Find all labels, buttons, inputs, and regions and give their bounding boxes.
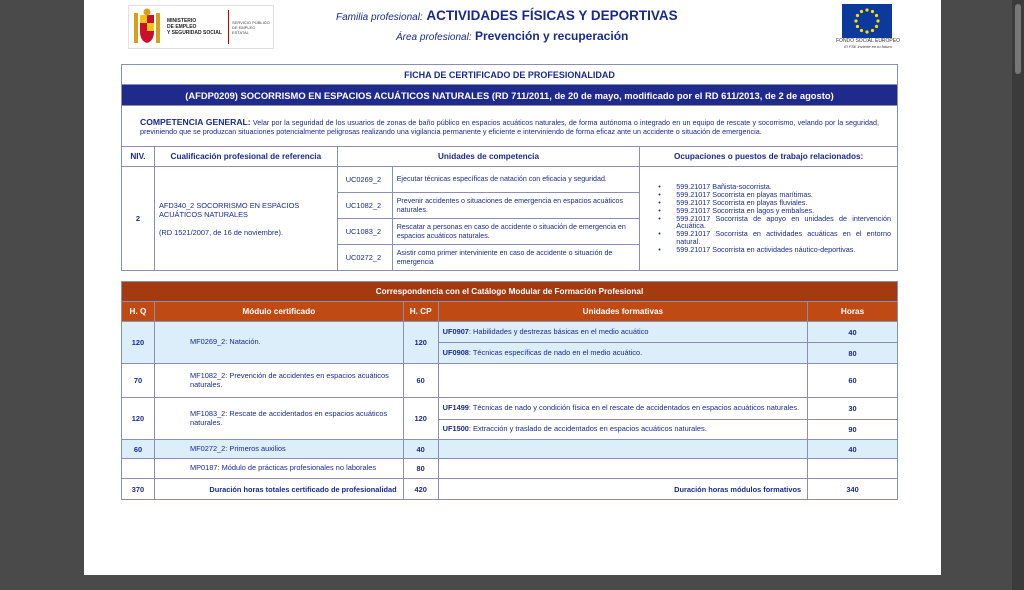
ministry-line: DE EMPLEO xyxy=(167,24,197,30)
module-horas: 40 xyxy=(808,440,898,459)
module-hcp: 120 xyxy=(403,398,438,440)
ministry-line: MINISTERIO xyxy=(167,18,197,24)
ficha-table xyxy=(121,64,898,271)
uf-cell-empty xyxy=(438,440,807,459)
module-name: MF1082_2: Prevención de accidentes en espacios acuáticos naturales. xyxy=(154,364,403,398)
eu-star-icon xyxy=(860,10,863,13)
module-name: MF0272_2: Primeros auxilios xyxy=(154,440,403,459)
uf-cell-empty xyxy=(438,364,807,398)
module-hcp: 60 xyxy=(403,364,438,398)
competencia-label: COMPETENCIA GENERAL: xyxy=(140,116,251,127)
module-hq: 60 xyxy=(122,440,155,459)
header-unidades: Unidades de competencia xyxy=(337,147,640,167)
uf-text: : Técnicas de nado y condición física en el rescate de accidentados en espacios acuáticos naturales. xyxy=(468,403,800,413)
module-name: MF0269_2: Natación. xyxy=(154,322,403,364)
familia-heading xyxy=(336,8,678,23)
eu-star-icon xyxy=(875,25,878,28)
ocupaciones-cell xyxy=(640,167,898,271)
uf-cell xyxy=(438,322,807,343)
module-hq xyxy=(122,459,155,479)
eu-caption-title: FONDO SOCIAL EUROPEO xyxy=(836,38,900,44)
module-hq: 70 xyxy=(122,364,155,398)
competencia-text: Velar por la seguridad de los usuarios de zonas de baño público en espacios acuáticos naturales, de forma autónoma o integrado en un equipo de rescate y socorrismo, velando por la seguridad, previniendo que se produzcan situaciones potencialmente peligrosas realizando una vigilancia permanente y eficiente e interviniendo de forma eficaz ante un accidente o situación de emergencia. xyxy=(140,117,879,136)
header-hcp: H. CP xyxy=(403,302,438,322)
cualificacion-cell xyxy=(154,167,337,271)
total-label: Duración horas totales certificado de profesionalidad xyxy=(154,479,403,500)
eu-star-icon xyxy=(871,29,874,32)
ocupacion-item: • 599.21017 Socorrista de apoyo en unidades de intervención Acuática. xyxy=(658,215,891,231)
eu-star-icon xyxy=(856,25,859,28)
ministry-logo xyxy=(128,5,274,49)
uf-text: : Habilidades y destrezas básicas en el medio acuático xyxy=(468,326,649,336)
eu-star-icon xyxy=(865,30,868,33)
header-hq: H. Q xyxy=(122,302,155,322)
header-cualificacion: Cualificación profesional de referencia xyxy=(154,147,337,167)
uc-text: Asistir como primer interviniente en caso de accidente o situación de emergencia xyxy=(392,245,640,271)
ministry-name xyxy=(167,18,225,36)
total-hq: 370 xyxy=(122,479,155,500)
area-value: Prevención y recuperación xyxy=(474,29,629,43)
eu-star-icon xyxy=(865,8,868,11)
uf-horas: 40 xyxy=(808,322,898,343)
uf-horas: 80 xyxy=(808,343,898,364)
eu-caption xyxy=(828,38,908,50)
header-niv: NIV. xyxy=(122,147,155,167)
cualificacion-name: AFD340_2 SOCORRISMO EN ESPACIOS ACUÁTICOS NATURALES xyxy=(158,200,300,219)
header-modulo: Módulo certificado xyxy=(154,302,403,322)
ocupacion-item: • 599.21017 Socorrista en playas marítimas. xyxy=(658,191,891,199)
total-horas: 340 xyxy=(808,479,898,500)
ocupacion-item: • 599.21017 Socorrista en actividades náutico-deportivas. xyxy=(658,246,891,254)
module-hcp: 120 xyxy=(403,322,438,364)
module-hq: 120 xyxy=(122,322,155,364)
eu-caption-sub: El FSE invierte en tu futuro xyxy=(844,44,892,49)
logo-divider xyxy=(228,10,229,44)
coat-of-arms-icon xyxy=(131,7,163,47)
cualificacion-rd: (RD 1521/2007, de 16 de noviembre). xyxy=(158,227,284,237)
eu-star-icon xyxy=(856,14,859,17)
uf-horas: 30 xyxy=(808,398,898,420)
uf-text: : Técnicas específicas de nado en el medio acuático. xyxy=(468,347,643,357)
uf-code: UF0907 xyxy=(442,326,469,336)
eu-star-icon xyxy=(871,10,874,13)
uc-text: Rescatar a personas en caso de accidente o situación de emergencia en espacios acuáticos naturales. xyxy=(392,219,640,245)
correspondencia-title: Correspondencia con el Catálogo Modular de Formación Profesional xyxy=(122,282,898,302)
total-uf-label: Duración horas módulos formativos xyxy=(438,479,807,500)
uf-code: UF1499 xyxy=(442,403,469,413)
ficha-title: FICHA DE CERTIFICADO DE PROFESIONALIDAD xyxy=(122,65,898,85)
uf-cell xyxy=(438,398,807,420)
module-hq: 120 xyxy=(122,398,155,440)
uc-text: Prevenir accidentes o situaciones de emergencia en espacios acuáticos naturales. xyxy=(392,193,640,219)
nivel-value: 2 xyxy=(122,167,155,271)
header-unidades-formativas: Unidades formativas xyxy=(438,302,807,322)
correspondencia-table xyxy=(121,281,898,500)
uf-code: UF1500 xyxy=(442,424,469,434)
module-horas: 60 xyxy=(808,364,898,398)
uc-code: UC0269_2 xyxy=(337,167,392,193)
module-hcp: 80 xyxy=(403,459,438,479)
module-horas xyxy=(808,459,898,479)
uf-cell xyxy=(438,420,807,440)
uf-code: UF0908 xyxy=(442,347,469,357)
uc-code: UC1082_2 xyxy=(337,193,392,219)
module-name: MP0187: Módulo de prácticas profesionales no laborales xyxy=(154,459,403,479)
uf-cell-empty xyxy=(438,459,807,479)
total-hcp: 420 xyxy=(403,479,438,500)
eu-star-icon xyxy=(876,19,879,22)
ocupacion-item: • 599.21017 Socorrista en playas fluviales. xyxy=(658,199,891,207)
uc-code: UC0272_2 xyxy=(337,245,392,271)
familia-value: ACTIVIDADES FÍSICAS Y DEPORTIVAS xyxy=(426,8,678,23)
ocupacion-item: • 599.21017 Bañista-socorrista. xyxy=(658,183,891,191)
ocupacion-item: • 599.21017 Socorrista en lagos y embalses. xyxy=(658,207,891,215)
eu-star-icon xyxy=(860,29,863,32)
ministry-line: Y SEGURIDAD SOCIAL xyxy=(167,30,222,36)
familia-label: Familia profesional: xyxy=(336,12,423,23)
eu-star-icon xyxy=(854,19,857,22)
scrollbar[interactable] xyxy=(1012,0,1024,590)
certificate-code-line: (AFDP0209) SOCORRISMO EN ESPACIOS ACUÁTICOS NATURALES (RD 711/2011, de 20 de mayo, modificado por el RD 611/2013, de 2 de agosto) xyxy=(122,85,898,106)
uc-code: UC1083_2 xyxy=(337,219,392,245)
header-horas: Horas xyxy=(808,302,898,322)
module-name: MF1083_2: Rescate de accidentados en espacios acuáticos naturales. xyxy=(154,398,403,440)
ocupaciones-list xyxy=(658,183,891,253)
area-label: Área profesional: xyxy=(396,32,472,43)
service-line: SERVICIO PÚBLICO xyxy=(232,19,270,25)
service-name xyxy=(232,20,272,35)
eu-flag-icon xyxy=(842,4,892,38)
uf-text: : Extracción y traslado de accidentados en espacios acuáticos naturales. xyxy=(468,424,707,434)
scrollbar-thumb[interactable] xyxy=(1015,4,1021,74)
uf-cell xyxy=(438,343,807,364)
eu-star-icon xyxy=(875,14,878,17)
uf-horas: 90 xyxy=(808,420,898,440)
uc-text: Ejecutar técnicas específicas de natación con eficacia y seguridad. xyxy=(392,167,640,193)
area-heading xyxy=(396,29,628,43)
ocupacion-item: • 599.21017 Socorrista en actividades acuáticas en el entorno natural. xyxy=(658,230,891,246)
module-hcp: 40 xyxy=(403,440,438,459)
header-ocupaciones: Ocupaciones o puestos de trabajo relacionados: xyxy=(640,147,898,167)
service-line: DE EMPLEO ESTATAL xyxy=(232,24,256,35)
competencia-general xyxy=(122,106,898,147)
